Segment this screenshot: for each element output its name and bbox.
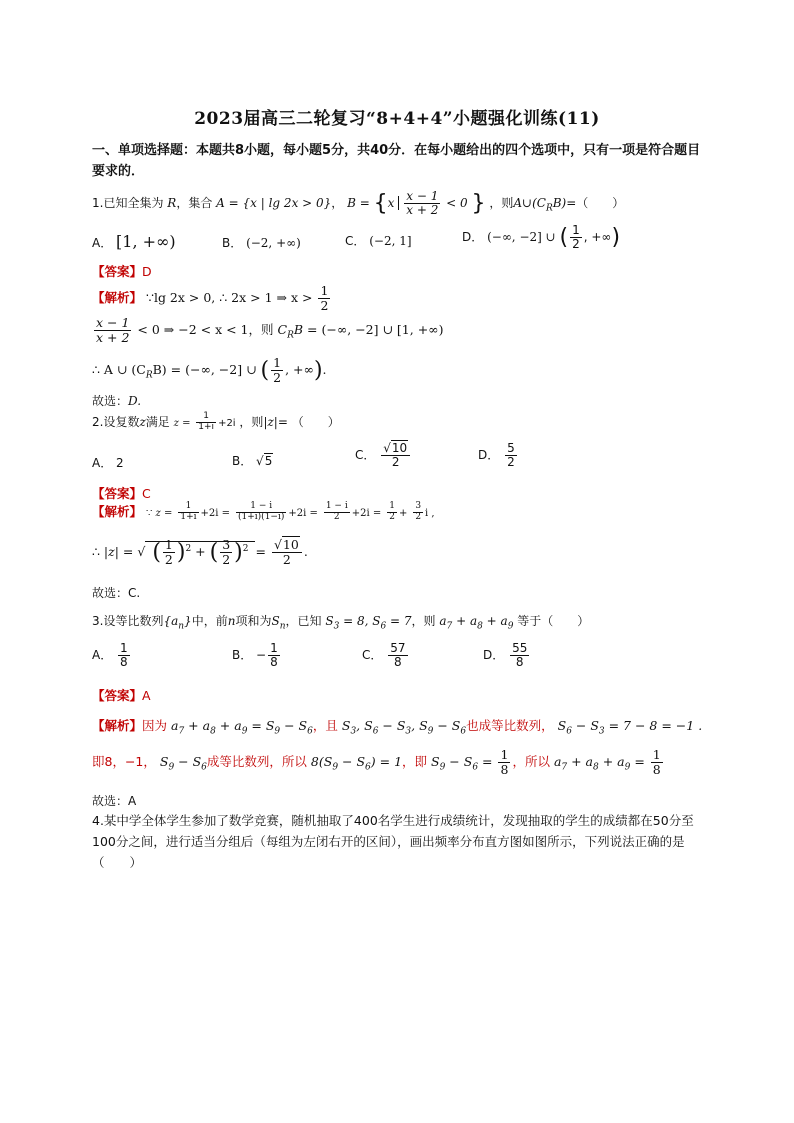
q1-option-d: D． (−∞, −2] ∪ ( $\frac{1}{2}$ , +∞) xyxy=(462,223,621,252)
q3-option-c: C． $\frac{57}{8}$ xyxy=(362,641,406,670)
q2-option-b: B． √5 xyxy=(232,454,273,468)
q4-stem: 4.某中学全体学生参加了数学竞赛，随机抽取了400名学生进行成绩统计，发现抽取的学生的成绩都在50分至100分之间，进行适当分组后（每组为左闭右开的区间），画出频率分布直方图如图所示，下列说法正确的是（ ） xyxy=(92,813,694,870)
q1-option-c: C． (−2, 1] xyxy=(345,234,412,248)
q1-choose: 故选：D. xyxy=(92,394,142,408)
q3-choose: 故选：A xyxy=(92,794,137,808)
q3-answer: 【答案】A xyxy=(92,688,151,703)
q3-option-b: B． − $\frac{1}{8}$ xyxy=(232,641,278,670)
q3-option-d: D． $\frac{55}{8}$ xyxy=(483,641,528,670)
q1-stem: 1.已知全集为 R，集合 A = {x | lg 2x > 0}， B = {x $\frac{x - 1}{x + 2}$ < 0 } ，则$A\cup(C_RB)=$（ ） xyxy=(92,189,625,218)
page-title: 2023届高三二轮复习“8+4+4”小题强化训练(11) xyxy=(194,109,600,129)
section-heading: 一、单项选择题：本题共8小题，每小题5分，共40分．在每小题给出的四个选项中，只有一项是符合题目要求的． xyxy=(92,143,701,179)
q1-analysis-line3: ∴ A ∪ $(C_RB)$ = (−∞, −2] ∪ ( $\frac{1}{2}$ , +∞). xyxy=(92,355,327,385)
q2-option-d: D． $\frac{5}{2}$ xyxy=(478,441,515,470)
q2-answer: 【答案】C xyxy=(92,486,151,501)
q1-option-a: A． [1, +∞) xyxy=(92,232,176,251)
q2-stem: 2.设复数z满足 z = $\frac{1}{1+i}$ +2i ，则|z|= （ ） xyxy=(92,411,340,432)
q3-stem: 3.设等比数列$\{a_n\}$中，前n项和为$S_n$，已知 $S_3 = 8$, $S_6 = 7$，则 $a_7 + a_8 + a_9$ 等于（ ） xyxy=(92,614,590,632)
q1-answer: 【答案】D xyxy=(92,264,152,279)
q1-analysis-line2: $\frac{x - 1}{x + 2}$ < 0 ⇒ −2 < x < 1，则 $C_RB$ = (−∞, −2] ∪ [1, +∞) xyxy=(96,315,444,345)
q2-option-c: C． $\frac{√10}{2}$ xyxy=(355,442,412,469)
q2-analysis-line2: ∴ |z| = √ ( $\frac{1}{2}$ )$^2$ + ( $\frac{3}{2}$ )$^2$ = $\frac{√10}{2}$ . xyxy=(92,537,308,567)
q3-analysis-line1: 【解析】因为 $a_7 + a_8 + a_9 = S_9 - S_6$，且 $S_3$, $S_6 - S_3$, $S_9 - S_6$也成等比数列， $S_6 - S_3 = 7 - 8 = -1$ . xyxy=(92,718,703,737)
q1-option-b: B． (−2, +∞) xyxy=(222,236,301,250)
q2-choose: 故选：C. xyxy=(92,586,141,600)
q3-analysis-line2: 即8，−1， $S_9 - S_6$成等比数列，所以 $8(S_9 - S_6) = 1$，即 $S_9 - S_6$ = $\frac{1}{8}$ ，所以 $a_7 + a_8 + a_9$ = $\frac{1}{8}$ xyxy=(92,747,661,777)
q3-option-a: A． $\frac{1}{8}$ xyxy=(92,641,128,670)
q2-option-a: A． 2 xyxy=(92,456,124,470)
q2-analysis-line1: 【解析】 ∵ z = $\frac{1}{1+i}$ +2i = $\frac{1 - i}{(1+i)(1-i)}$ +2i = $\frac{1 - i}{2}$ +2i = $\frac{1}{2}$ + $\frac{3}{2}$ i , xyxy=(92,501,435,522)
q1-analysis-line1: 【解析】 ∵lg 2x > 0, ∴ 2x > 1 ⇒ x > $\frac{1}{2}$ xyxy=(92,283,329,313)
